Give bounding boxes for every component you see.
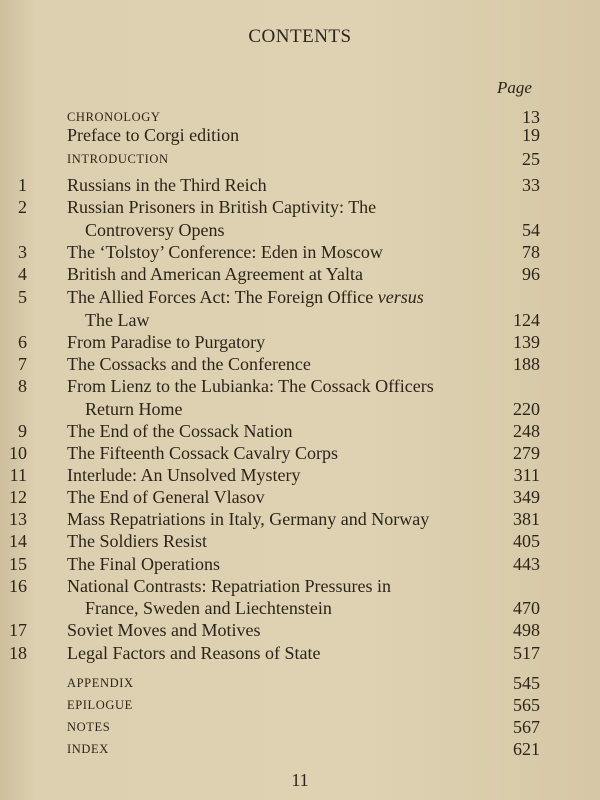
chapter-title: Controversy Opens [85,220,225,240]
chapter-page-number: 470 [513,598,540,618]
chapter-page-number: 443 [513,554,540,574]
chapter-number: 8 [18,376,27,396]
chapter-number: 18 [9,643,27,663]
chapter-number: 2 [18,197,27,217]
toc-entry [0,174,600,196]
chapter-title: National Contrasts: Repatriation Pressures in [67,576,391,596]
toc-entry [0,619,600,641]
chapter-title: France, Sweden and Liechtenstein [85,598,332,618]
chapter-page-number: 498 [513,620,540,640]
toc-entry [0,375,600,397]
toc-entry [0,597,600,619]
toc-entry [0,508,600,530]
toc-entry [0,738,600,760]
chapter-title: The Fifteenth Cossack Cavalry Corps [67,443,338,463]
toc-entry [0,672,600,694]
chapter-number: 7 [18,354,27,374]
chapter-title: The End of the Cossack Nation [67,421,293,441]
toc-entry [0,420,600,442]
chapter-title: The Law [85,310,150,330]
chapter-title: Mass Repatriations in Italy, Germany and Norway [67,509,430,529]
toc-entry [0,486,600,508]
chapter-title: The End of General Vlasov [67,487,265,507]
chapter-title: British and American Agreement at Yalta [67,264,363,284]
chapter-page-number: 517 [513,643,540,663]
chapter-page-number: 33 [522,175,540,195]
chapter-page-number: 311 [513,465,540,485]
chapter-number: 5 [18,287,27,307]
chapter-title: Russian Prisoners in British Captivity: The [67,197,377,217]
chapter-title: APPENDIX [67,676,134,690]
chapter-page-number: 19 [522,125,540,145]
chapter-title: CHRONOLOGY [67,110,161,124]
chapter-page-number: 78 [522,242,540,262]
chapter-title: Soviet Moves and Motives [67,620,261,640]
page-title: CONTENTS [248,26,352,47]
toc-entry [0,464,600,486]
toc-entry [0,331,600,353]
chapter-number: 4 [18,264,27,284]
chapter-page-number: 96 [522,264,540,284]
toc-entry [0,530,600,552]
chapter-page-number: 621 [513,739,540,759]
chapter-title: Interlude: An Unsolved Mystery [67,465,301,485]
toc-entry [0,575,600,597]
chapter-number: 6 [18,332,27,352]
chapter-number: 12 [9,487,27,507]
chapter-title: The Allied Forces Act: The Foreign Office versus [67,287,424,307]
chapter-title: The ‘Tolstoy’ Conference: Eden in Moscow [67,242,383,262]
chapter-title: The Soldiers Resist [67,531,207,551]
chapter-title: Return Home [85,399,183,419]
toc-entry [0,196,600,218]
toc-entry [0,442,600,464]
toc-entry [0,263,600,285]
chapter-title: EPILOGUE [67,698,133,712]
toc-entry [0,716,600,738]
toc-entry [0,241,600,263]
toc-entry [0,219,600,241]
chapter-page-number: 13 [522,107,540,127]
chapter-number: 17 [9,620,27,640]
chapter-number: 15 [9,554,27,574]
chapter-number: 1 [18,175,27,195]
toc-entry [0,353,600,375]
chapter-title: From Lienz to the Lubianka: The Cossack Officers [67,376,434,396]
chapter-page-number: 248 [513,421,540,441]
chapter-page-number: 567 [513,717,540,737]
chapter-number: 14 [9,531,27,551]
toc-entry [0,309,600,331]
chapter-page-number: 124 [513,310,540,330]
chapter-page-number: 188 [513,354,540,374]
chapter-number: 9 [18,421,27,441]
chapter-page-number: 54 [522,220,540,240]
chapter-title: The Final Operations [67,554,220,574]
chapter-title: From Paradise to Purgatory [67,332,266,352]
chapter-number: 3 [18,242,27,262]
chapter-page-number: 279 [513,443,540,463]
chapter-number: 13 [9,509,27,529]
toc-entry [0,398,600,420]
toc-entry [0,124,600,146]
toc-entry [0,148,600,170]
chapter-number: 11 [9,465,27,485]
chapter-title: NOTES [67,720,111,734]
chapter-page-number: 405 [513,531,540,551]
page-number: 11 [291,770,309,790]
chapter-number: 16 [9,576,27,596]
chapter-page-number: 349 [513,487,540,507]
chapter-title: The Cossacks and the Conference [67,354,311,374]
chapter-title: INTRODUCTION [67,152,169,166]
toc-entry [0,286,600,308]
chapter-page-number: 25 [522,149,540,169]
chapter-title: INDEX [67,742,109,756]
chapter-page-number: 545 [513,673,540,693]
toc-entry [0,642,600,664]
page-column-label: Page [497,78,532,97]
chapter-number: 10 [9,443,27,463]
toc-entry [0,553,600,575]
chapter-page-number: 381 [513,509,540,529]
chapter-page-number: 565 [513,695,540,715]
toc-entry [0,694,600,716]
chapter-page-number: 220 [513,399,540,419]
chapter-title: Russians in the Third Reich [67,175,267,195]
chapter-title: Legal Factors and Reasons of State [67,643,321,663]
chapter-title: Preface to Corgi edition [67,125,240,145]
chapter-page-number: 139 [513,332,540,352]
